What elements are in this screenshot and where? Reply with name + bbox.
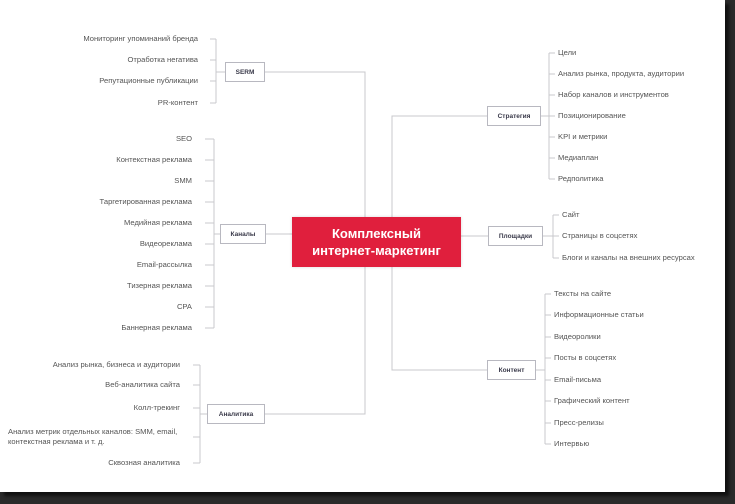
channels-item: Email-рассылка [136, 260, 192, 269]
branch-channels-label: Каналы [230, 230, 256, 238]
branch-analytics[interactable] [207, 404, 265, 424]
branch-platforms[interactable] [488, 226, 543, 246]
strategy-item: KPI и метрики [558, 132, 608, 141]
channels-item: SEO [175, 134, 192, 143]
channels-item: Медийная реклама [124, 218, 192, 227]
strategy-item: Позиционирование [558, 111, 626, 120]
serm-item: Мониторинг упоминаний бренда [83, 34, 198, 43]
platforms-item: Страницы в соцсетях [562, 231, 638, 240]
channels-item: Контекстная реклама [116, 155, 192, 164]
central-node-line1: Комплексный [331, 226, 421, 241]
analytics-item: Колл-трекинг [133, 403, 180, 412]
central-node[interactable] [292, 217, 461, 267]
content-item: Тексты на сайте [554, 289, 612, 298]
serm-item: Репутационные публикации [99, 76, 198, 85]
strategy-item: Редполитика [558, 174, 604, 183]
strategy-item: Цели [558, 48, 577, 57]
content-item: Посты в соцсетях [554, 353, 617, 362]
channels-item: SMM [174, 176, 192, 185]
central-node-line2: интернет-маркетинг [312, 243, 441, 258]
branch-analytics-label: Аналитика [218, 410, 254, 418]
serm-item: PR-контент [157, 98, 198, 107]
analytics-item: Анализ рынка, бизнеса и аудитории [52, 360, 180, 369]
strategy-item: Набор каналов и инструментов [558, 90, 669, 99]
strategy-item: Анализ рынка, продукта, аудитории [558, 69, 685, 78]
branch-channels[interactable] [220, 224, 266, 244]
platforms-item: Блоги и каналы на внешних ресурсах [562, 253, 695, 262]
content-item: Пресс-релизы [554, 418, 604, 427]
content-item: Информационные статьи [554, 310, 644, 319]
channels-item: Таргетированная реклама [99, 197, 192, 206]
analytics-item: Анализ метрик отдельных каналов: SMM, email, контекстная реклама и т. д. [8, 427, 178, 446]
channels-item: CPA [176, 302, 192, 311]
branch-strategy[interactable] [487, 106, 541, 126]
channels-item: Тизерная реклама [127, 281, 192, 290]
channels-item: Баннерная реклама [121, 323, 192, 332]
serm-item: Отработка негатива [127, 55, 198, 64]
strategy-item: Медиаплан [558, 153, 599, 162]
branch-platforms-label: Площадки [498, 232, 533, 240]
content-item: Email-письма [554, 375, 602, 384]
branch-content-label: Контент [498, 366, 525, 374]
content-item: Графический контент [554, 396, 630, 405]
content-item: Видеоролики [554, 332, 601, 341]
branch-serm[interactable] [225, 62, 265, 82]
analytics-item: Веб-аналитика сайта [105, 380, 180, 389]
branch-strategy-label: Стратегия [497, 112, 531, 120]
content-item: Интервью [554, 439, 590, 448]
channels-item: Видеореклама [139, 239, 192, 248]
branch-serm-label: SERM [235, 68, 255, 76]
branch-content[interactable] [487, 360, 536, 380]
platforms-item: Сайт [562, 210, 580, 219]
analytics-item: Сквозная аналитика [108, 458, 180, 467]
